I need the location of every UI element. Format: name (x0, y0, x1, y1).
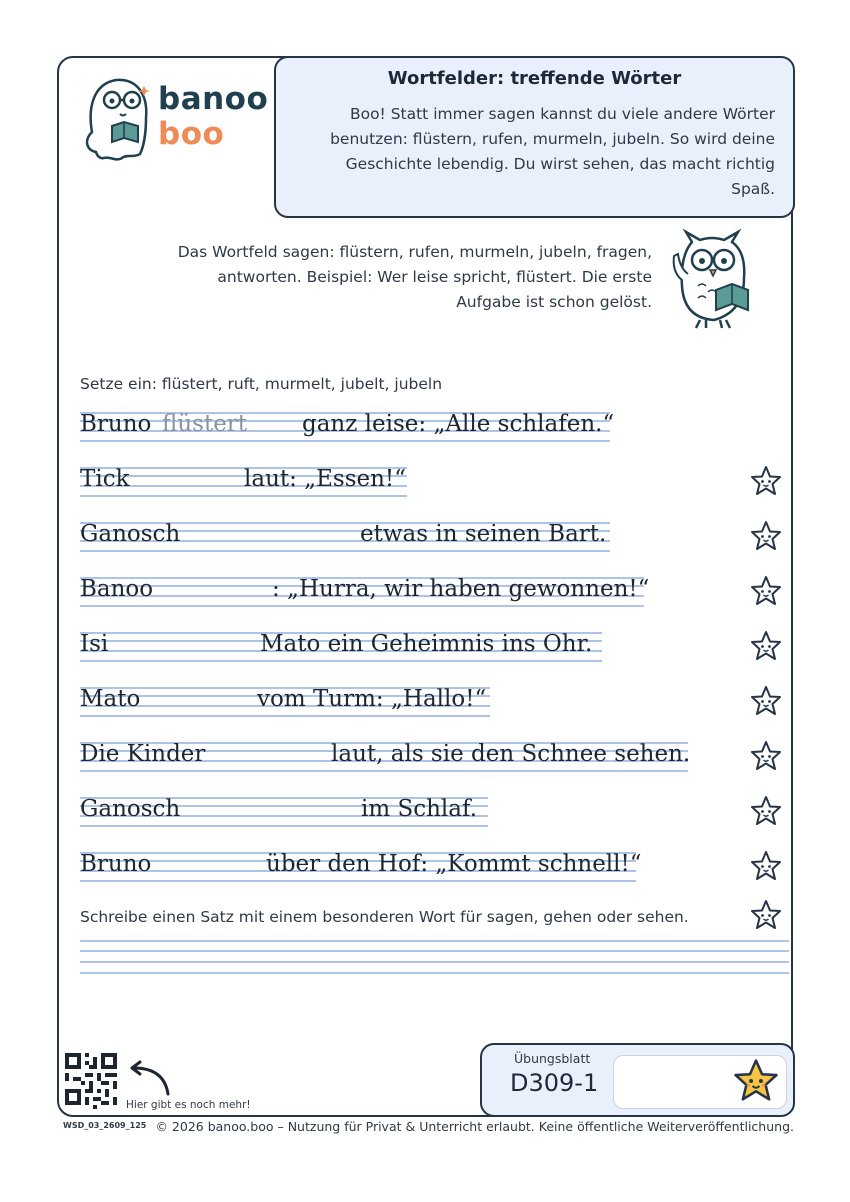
worksheet-title: Wortfelder: treffende Wörter (387, 68, 682, 89)
star-face-icon[interactable] (749, 629, 783, 663)
row-subject: Bruno (80, 411, 152, 437)
curved-arrow-icon (124, 1058, 174, 1098)
row-subject: Bruno (80, 851, 152, 877)
star-face-icon[interactable] (749, 898, 783, 932)
hint-text: Das Wortfeld sagen: flüstern, rufen, murmeln, jubeln, fragen, antworten. Beispiel: Wer leise spricht, flüstert. Die erste Aufgabe ist schon gelöst. (177, 243, 652, 311)
brand-name-line1: banoo (158, 81, 269, 117)
row-answer[interactable]: flüstert (162, 411, 248, 437)
star-face-icon[interactable] (749, 574, 783, 608)
row-subject: Banoo (80, 576, 154, 602)
exercise-row (80, 791, 488, 835)
star-face-icon[interactable] (749, 739, 783, 773)
star-face-icon[interactable] (749, 684, 783, 718)
row-rest: Mato ein Geheimnis ins Ohr. (260, 631, 593, 657)
star-face-icon (732, 1057, 780, 1105)
row-subject: Mato (80, 686, 141, 712)
row-subject: Isi (80, 631, 109, 657)
star-face-icon[interactable] (749, 849, 783, 883)
exercise-row (80, 626, 602, 670)
exercise-row (80, 516, 610, 560)
row-subject: Ganosch (80, 796, 181, 822)
row-rest: : „Hurra, wir haben gewonnen!“ (272, 576, 650, 602)
free-writing-lines[interactable] (80, 940, 789, 976)
exercise-row (80, 461, 407, 505)
row-rest: laut: „Essen!“ (244, 466, 406, 492)
row-rest: über den Hof: „Kommt schnell!“ (266, 851, 642, 877)
row-subject: Ganosch (80, 521, 181, 547)
row-subject: Tick (80, 466, 130, 492)
star-face-icon[interactable] (749, 794, 783, 828)
row-subject: Die Kinder (80, 741, 206, 767)
sheet-id: D309-1 (510, 1069, 599, 1097)
instruction-text: Setze ein: flüstert, ruft, murmelt, jubelt, jubeln (80, 375, 443, 393)
exercise-row (80, 846, 642, 890)
row-rest: laut, als sie den Schnee sehen. (331, 741, 691, 767)
row-rest: ganz leise: „Alle schlafen.“ (302, 411, 615, 437)
owl-reading-icon (662, 228, 762, 334)
intro-text: Boo! Statt immer sagen kannst du viele andere Wörter benutzen: flüstern, rufen, murmeln, jubeln. So wird deine Geschichte lebendig. Du wirst sehen, das macht richtig Spaß. (330, 105, 775, 198)
exercise-row (80, 406, 615, 450)
copyright-text: © 2026 banoo.boo – Nutzung für Privat & Unterricht erlaubt. Keine öffentliche Weiterveröffentlichung. (155, 1119, 794, 1134)
qr-code-icon[interactable] (65, 1053, 121, 1109)
sheet-id-panel (480, 1043, 795, 1117)
brand-logo (82, 70, 272, 165)
exercise-row (80, 736, 691, 780)
intro-panel (274, 56, 795, 218)
task2-text: Schreibe einen Satz mit einem besonderen Wort für sagen, gehen oder sehen. (80, 908, 689, 926)
exercise-row (80, 571, 650, 615)
row-rest: im Schlaf. (361, 796, 477, 822)
worksheet-code: WSD_03_2609_125 (63, 1121, 147, 1130)
star-face-icon[interactable] (749, 464, 783, 498)
exercise-row (80, 681, 490, 725)
more-link[interactable]: Hier gibt es noch mehr! (126, 1099, 251, 1111)
ghost-reading-icon (82, 70, 154, 165)
row-rest: vom Turm: „Hallo!“ (257, 686, 487, 712)
star-face-icon[interactable] (749, 519, 783, 553)
brand-name-line2: boo (158, 116, 225, 152)
sheet-label: Übungsblatt (514, 1051, 591, 1066)
row-rest: etwas in seinen Bart. (360, 521, 607, 547)
